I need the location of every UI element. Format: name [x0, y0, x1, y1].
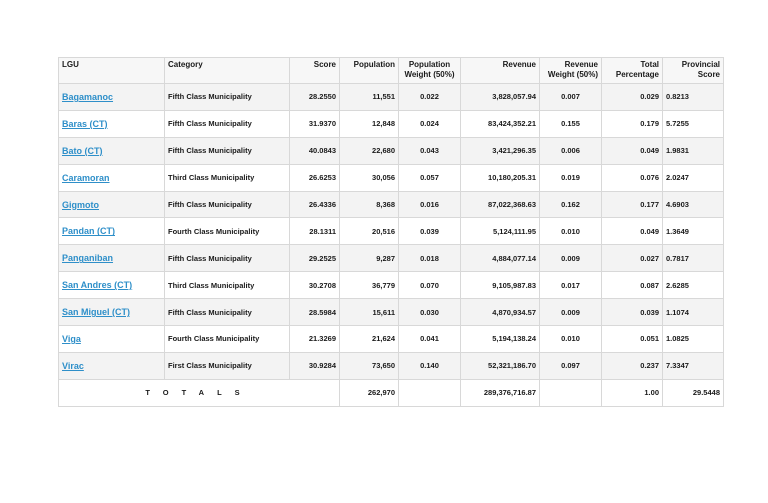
score-cell: 26.4336 — [290, 191, 340, 218]
revenue-cell: 87,022,368.63 — [461, 191, 540, 218]
total-percentage-cell: 0.179 — [602, 110, 663, 137]
header-provincial-score — [663, 58, 724, 84]
totals-total-percentage: 1.00 — [602, 379, 663, 406]
category-cell: Fifth Class Municipality — [165, 191, 290, 218]
table-row — [59, 245, 724, 272]
header-revenue: Revenue — [461, 58, 540, 84]
score-cell: 30.2708 — [290, 272, 340, 299]
population-cell: 15,611 — [340, 299, 399, 326]
totals-row — [59, 379, 724, 406]
population-weight-cell: 0.022 — [399, 84, 461, 111]
totals-label: TOTALS — [59, 379, 340, 406]
population-weight-cell: 0.057 — [399, 164, 461, 191]
revenue-weight-cell: 0.009 — [540, 245, 602, 272]
table-header — [59, 58, 724, 84]
lgu-cell — [59, 326, 165, 353]
table-row — [59, 352, 724, 379]
lgu-table — [58, 57, 724, 407]
total-percentage-cell: 0.051 — [602, 326, 663, 353]
score-cell: 31.9370 — [290, 110, 340, 137]
table-row — [59, 299, 724, 326]
provincial-score-cell: 5.7255 — [663, 110, 724, 137]
revenue-cell: 5,124,111.95 — [461, 218, 540, 245]
totals-empty-1 — [399, 379, 461, 406]
totals-revenue: 289,376,716.87 — [461, 379, 540, 406]
category-cell: Third Class Municipality — [165, 272, 290, 299]
total-percentage-cell: 0.087 — [602, 272, 663, 299]
lgu-link[interactable]: Gigmoto — [62, 199, 99, 210]
header-provincial-score-line2: Score — [697, 70, 720, 79]
table-row — [59, 137, 724, 164]
revenue-cell: 3,828,057.94 — [461, 84, 540, 111]
revenue-cell: 10,180,205.31 — [461, 164, 540, 191]
table-row — [59, 84, 724, 111]
lgu-cell — [59, 218, 165, 245]
lgu-cell — [59, 352, 165, 379]
category-cell: Fifth Class Municipality — [165, 299, 290, 326]
population-cell: 22,680 — [340, 137, 399, 164]
totals-population: 262,970 — [340, 379, 399, 406]
lgu-cell — [59, 191, 165, 218]
table-row — [59, 110, 724, 137]
revenue-weight-cell: 0.017 — [540, 272, 602, 299]
population-weight-cell: 0.041 — [399, 326, 461, 353]
score-cell: 29.2525 — [290, 245, 340, 272]
total-percentage-cell: 0.039 — [602, 299, 663, 326]
lgu-link[interactable]: San Andres (CT) — [62, 280, 133, 291]
category-cell: First Class Municipality — [165, 352, 290, 379]
population-weight-cell: 0.070 — [399, 272, 461, 299]
revenue-weight-cell: 0.010 — [540, 326, 602, 353]
lgu-cell — [59, 299, 165, 326]
lgu-link[interactable]: Bagamanoc — [62, 91, 114, 102]
revenue-cell: 4,870,934.57 — [461, 299, 540, 326]
header-revenue-weight-line2: Weight (50%) — [547, 70, 598, 79]
lgu-link[interactable]: Baras (CT) — [62, 118, 108, 129]
revenue-weight-cell: 0.010 — [540, 218, 602, 245]
lgu-cell — [59, 164, 165, 191]
revenue-cell: 9,105,987.83 — [461, 272, 540, 299]
provincial-score-cell: 0.8213 — [663, 84, 724, 111]
header-provincial-score-line1: Provincial — [681, 60, 720, 69]
total-percentage-cell: 0.177 — [602, 191, 663, 218]
header-total-percentage-line1: Total — [640, 60, 659, 69]
header-revenue-weight-line1: Revenue — [564, 60, 598, 69]
population-cell: 30,056 — [340, 164, 399, 191]
header-total-percentage — [602, 58, 663, 84]
provincial-score-cell: 4.6903 — [663, 191, 724, 218]
revenue-weight-cell: 0.019 — [540, 164, 602, 191]
revenue-weight-cell: 0.155 — [540, 110, 602, 137]
population-weight-cell: 0.140 — [399, 352, 461, 379]
revenue-weight-cell: 0.009 — [540, 299, 602, 326]
population-cell: 11,551 — [340, 84, 399, 111]
category-cell: Third Class Municipality — [165, 164, 290, 191]
total-percentage-cell: 0.049 — [602, 137, 663, 164]
table-row — [59, 326, 724, 353]
population-weight-cell: 0.024 — [399, 110, 461, 137]
table-row — [59, 191, 724, 218]
provincial-score-cell: 0.7817 — [663, 245, 724, 272]
header-total-percentage-line2: Percentage — [615, 70, 659, 79]
header-population-weight-line1: Population — [408, 60, 451, 69]
population-cell: 12,848 — [340, 110, 399, 137]
total-percentage-cell: 0.027 — [602, 245, 663, 272]
lgu-cell — [59, 272, 165, 299]
provincial-score-cell: 2.0247 — [663, 164, 724, 191]
table-row — [59, 272, 724, 299]
population-cell: 8,368 — [340, 191, 399, 218]
population-weight-cell: 0.018 — [399, 245, 461, 272]
table-row — [59, 218, 724, 245]
category-cell: Fifth Class Municipality — [165, 137, 290, 164]
population-cell: 73,650 — [340, 352, 399, 379]
lgu-link[interactable]: Panganiban — [62, 253, 114, 264]
provincial-score-cell: 1.0825 — [663, 326, 724, 353]
score-cell: 40.0843 — [290, 137, 340, 164]
score-cell: 28.5984 — [290, 299, 340, 326]
header-population-weight — [399, 58, 461, 84]
revenue-cell: 52,321,186.70 — [461, 352, 540, 379]
table-body — [59, 84, 724, 380]
population-weight-cell: 0.039 — [399, 218, 461, 245]
header-population-weight-line2: Weight (50%) — [404, 70, 455, 79]
population-cell: 36,779 — [340, 272, 399, 299]
population-weight-cell: 0.016 — [399, 191, 461, 218]
provincial-score-cell: 2.6285 — [663, 272, 724, 299]
lgu-link[interactable]: San Miguel (CT) — [62, 307, 130, 318]
score-cell: 28.2550 — [290, 84, 340, 111]
revenue-weight-cell: 0.007 — [540, 84, 602, 111]
table-row — [59, 164, 724, 191]
revenue-weight-cell: 0.162 — [540, 191, 602, 218]
lgu-cell — [59, 137, 165, 164]
revenue-cell: 5,194,138.24 — [461, 326, 540, 353]
category-cell: Fifth Class Municipality — [165, 84, 290, 111]
score-cell: 28.1311 — [290, 218, 340, 245]
header-score: Score — [290, 58, 340, 84]
header-category: Category — [165, 58, 290, 84]
lgu-cell — [59, 110, 165, 137]
header-population: Population — [340, 58, 399, 84]
lgu-link[interactable]: Viga — [62, 333, 81, 344]
total-percentage-cell: 0.049 — [602, 218, 663, 245]
revenue-cell: 3,421,296.35 — [461, 137, 540, 164]
total-percentage-cell: 0.237 — [602, 352, 663, 379]
category-cell: Fourth Class Municipality — [165, 218, 290, 245]
revenue-weight-cell: 0.097 — [540, 352, 602, 379]
lgu-link[interactable]: Pandan (CT) — [62, 226, 115, 237]
provincial-score-cell: 1.9831 — [663, 137, 724, 164]
lgu-cell — [59, 84, 165, 111]
total-percentage-cell: 0.029 — [602, 84, 663, 111]
population-cell: 21,624 — [340, 326, 399, 353]
lgu-link[interactable]: Caramoran — [62, 172, 110, 183]
lgu-link[interactable]: Bato (CT) — [62, 145, 103, 156]
totals-provincial-score: 29.5448 — [663, 379, 724, 406]
header-revenue-weight — [540, 58, 602, 84]
population-cell: 9,287 — [340, 245, 399, 272]
category-cell: Fourth Class Municipality — [165, 326, 290, 353]
score-cell: 30.9284 — [290, 352, 340, 379]
revenue-cell: 4,884,077.14 — [461, 245, 540, 272]
category-cell: Fifth Class Municipality — [165, 245, 290, 272]
revenue-cell: 83,424,352.21 — [461, 110, 540, 137]
population-weight-cell: 0.030 — [399, 299, 461, 326]
category-cell: Fifth Class Municipality — [165, 110, 290, 137]
score-cell: 26.6253 — [290, 164, 340, 191]
header-lgu: LGU — [59, 58, 165, 84]
total-percentage-cell: 0.076 — [602, 164, 663, 191]
provincial-score-cell: 1.3649 — [663, 218, 724, 245]
provincial-score-cell: 1.1074 — [663, 299, 724, 326]
provincial-score-cell: 7.3347 — [663, 352, 724, 379]
population-weight-cell: 0.043 — [399, 137, 461, 164]
population-cell: 20,516 — [340, 218, 399, 245]
lgu-link[interactable]: Virac — [62, 360, 84, 371]
lgu-cell — [59, 245, 165, 272]
totals-empty-2 — [540, 379, 602, 406]
table-footer — [59, 379, 724, 406]
revenue-weight-cell: 0.006 — [540, 137, 602, 164]
score-cell: 21.3269 — [290, 326, 340, 353]
